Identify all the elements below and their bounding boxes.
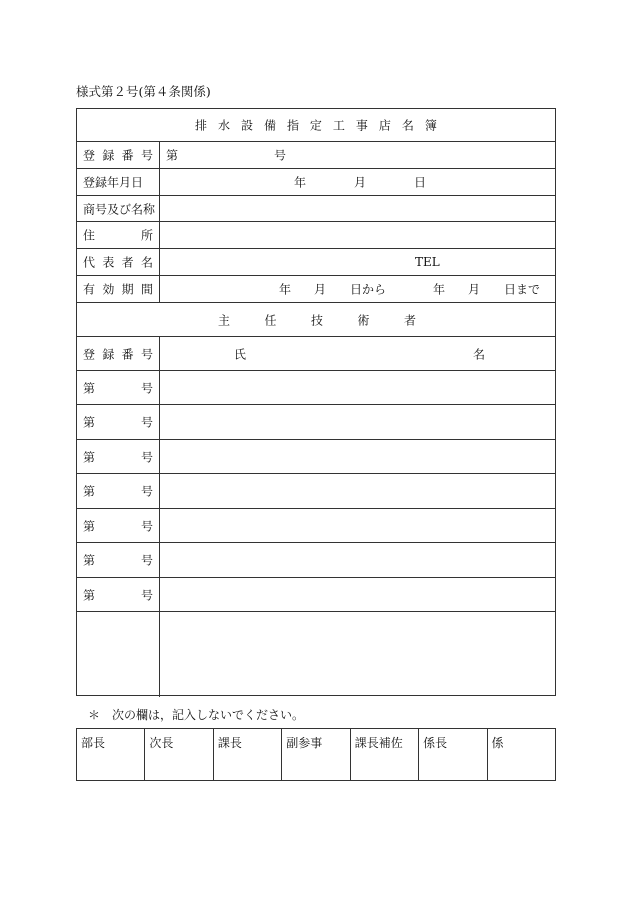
- approval-cell: 係: [491, 736, 504, 750]
- reg-date-row: [77, 169, 555, 196]
- title-row: [77, 109, 555, 142]
- approval-stamp-table: [76, 728, 556, 781]
- engineer-entry-row: 第 号: [77, 578, 555, 612]
- form-id: 様式第２号(第４条関係): [76, 84, 211, 99]
- approval-cell: 課長: [214, 729, 282, 780]
- reg-no-row: [77, 142, 555, 169]
- rep-name-label: 代 表 者 名: [77, 249, 160, 275]
- valid-from-year: 年: [279, 282, 292, 297]
- engineer-reg-col-label: 登 録 番 号: [77, 337, 160, 370]
- registration-table: [76, 108, 556, 696]
- valid-from-month: 月: [314, 282, 327, 297]
- reg-no-label: 登 録 番 号: [77, 142, 160, 168]
- approval-cell: 次長: [145, 729, 213, 780]
- engineer-entry-row: 第 号: [77, 474, 555, 509]
- engineer-heading-row: [77, 303, 555, 337]
- valid-to-year: 年: [433, 282, 446, 297]
- engineer-heading: 主 任 技 術 者: [218, 313, 416, 327]
- reg-date-year: 年: [294, 175, 307, 190]
- reg-no-suffix: 号: [274, 148, 287, 163]
- engineer-column-header: [77, 337, 555, 371]
- blank-remarks-row: [77, 612, 555, 697]
- tel-label: TEL: [415, 255, 440, 269]
- valid-period-label: 有 効 期 間: [77, 276, 160, 302]
- trade-name-row: [77, 196, 555, 222]
- reg-date-month: 月: [354, 175, 367, 190]
- engineer-entry-row: 第 号: [77, 543, 555, 578]
- valid-to-month: 月: [468, 282, 481, 297]
- reg-date-day: 日: [414, 175, 427, 190]
- engineer-entry-row: 第 号: [77, 509, 555, 543]
- reg-no-prefix: 第: [166, 148, 179, 163]
- valid-to-day: 日まで: [504, 282, 541, 297]
- page-title: 排 水 設 備 指 定 工 事 店 名 簿: [195, 118, 437, 133]
- engineer-name-col-1: 氏: [234, 347, 247, 361]
- approval-cell: 課長補佐: [351, 729, 419, 780]
- address-label: 住 所: [77, 222, 160, 248]
- valid-period-row: [77, 276, 555, 303]
- trade-name-label: 商号及び名称: [77, 196, 160, 221]
- engineer-name-col-2: 名: [473, 347, 486, 361]
- approval-cell: 係長: [419, 729, 487, 780]
- engineer-entry-row: 第 号: [77, 405, 555, 440]
- rep-name-row: [77, 249, 555, 276]
- reg-date-label: 登録年月日: [77, 169, 160, 195]
- engineer-entry-row: 第 号: [77, 371, 555, 405]
- approval-cell: 部長: [77, 729, 145, 780]
- office-use-note: ＊ 次の欄は，記入しないでください。: [88, 708, 305, 722]
- approval-cell: 副参事: [282, 729, 350, 780]
- engineer-entry-row: 第 号: [77, 440, 555, 474]
- valid-from-day: 日から: [350, 282, 387, 297]
- address-row: [77, 222, 555, 249]
